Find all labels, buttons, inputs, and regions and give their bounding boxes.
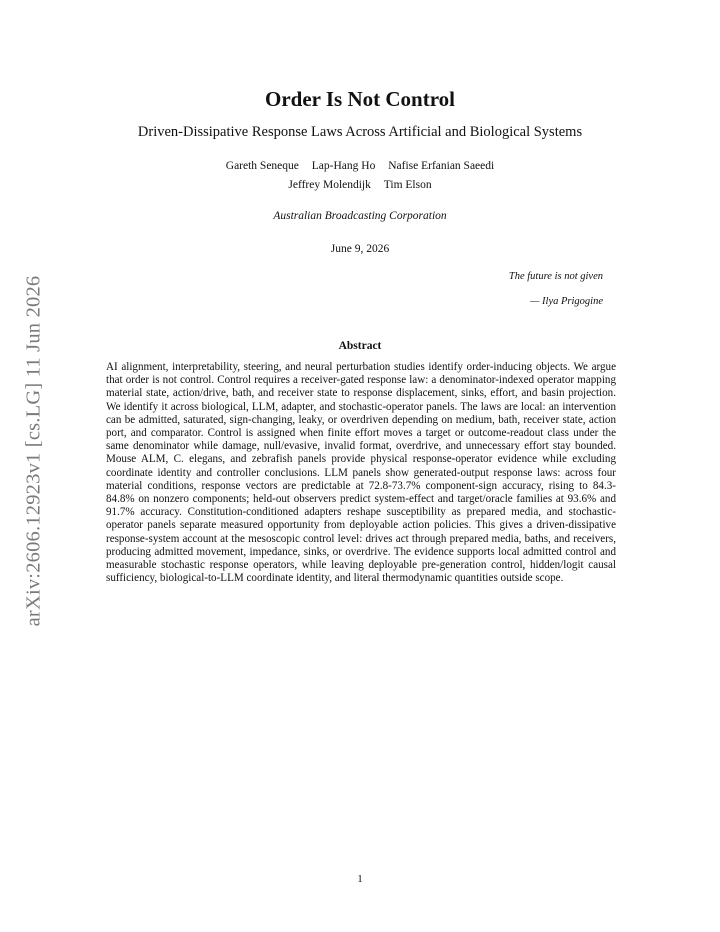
epigraph-quote: The future is not given (508, 271, 603, 282)
paper-subtitle: Driven-Dissipative Response Laws Across Artificial and Biological Systems (137, 124, 583, 140)
arxiv-identifier-stamp: arXiv:2606.12923v1 [cs.LG] 11 Jun 2026 (22, 275, 45, 627)
author-line-2 (0, 176, 720, 195)
author-name: Jeffrey Molendijk (288, 179, 371, 191)
author-name: Lap-Hang Ho (311, 160, 376, 172)
author-name: Gareth Seneque (225, 160, 299, 172)
author-line-1 (0, 157, 720, 176)
epigraph-attribution: — Ilya Prigogine (530, 296, 603, 307)
author-name: Nafise Erfanian Saeedi (388, 160, 495, 172)
abstract-heading: Abstract (338, 340, 382, 352)
author-name: Tim Elson (383, 179, 432, 191)
author-list (0, 157, 720, 195)
page-number: 1 (357, 873, 363, 885)
publication-date: June 9, 2026 (330, 243, 390, 255)
epigraph (509, 270, 603, 309)
paper-title: Order Is Not Control (265, 87, 455, 111)
abstract-text: AI alignment, interpretability, steering, and neural perturbation studies identify order-inducing objects. We argue that order is not control. Control requires a receiver-gated response law: a denominator-indexed operator mapping material state, action/drive, bath, and receiver state to response displacement, sinks, effort, and basin projection. We identify it across biological, LLM, adapter, and stochastic-operator panels. The laws are local: an intervention can be admitted, saturated, sign-changing, leaky, or overdriven depending on medium, bath, receiver state, action port, and comparator. Control is assigned when finite effort moves a target or outcome-readout class under the same denominator while damage, null/evasive, invalid format, overdrive, and unnecessary effort stay bounded. Mouse ALM, C. elegans, and zebrafish panels provide physical response-operator evidence while excluding coordinate identity and controller conclusions. LLM panels show generated-output response laws: across four material conditions, response vectors are predictable at 72.8-73.7% component-sign accuracy, rising to 84.3-84.8% on nonzero components; held-out observers predict system-effect and target/oracle families at 93.6% and 91.7% accuracy. Constitution-conditioned adapters reshape susceptibility as prepared media, and stochastic-operator panels separate measured opportunity from deployable action policies. This gives a driven-dissipative response-system account at the mesoscopic control level: drives act through prepared media, baths, and receivers, producing admitted movement, impedance, sinks, or overdrive. The evidence supports local admitted control and measurable stochastic response operators, while leaving deployable pre-generation control, hidden/logit causal sufficiency, biological-to-LLM coordinate identity, and literal thermodynamic quantities outside scope. (106, 361, 616, 585)
author-affiliation: Australian Broadcasting Corporation (273, 210, 447, 222)
